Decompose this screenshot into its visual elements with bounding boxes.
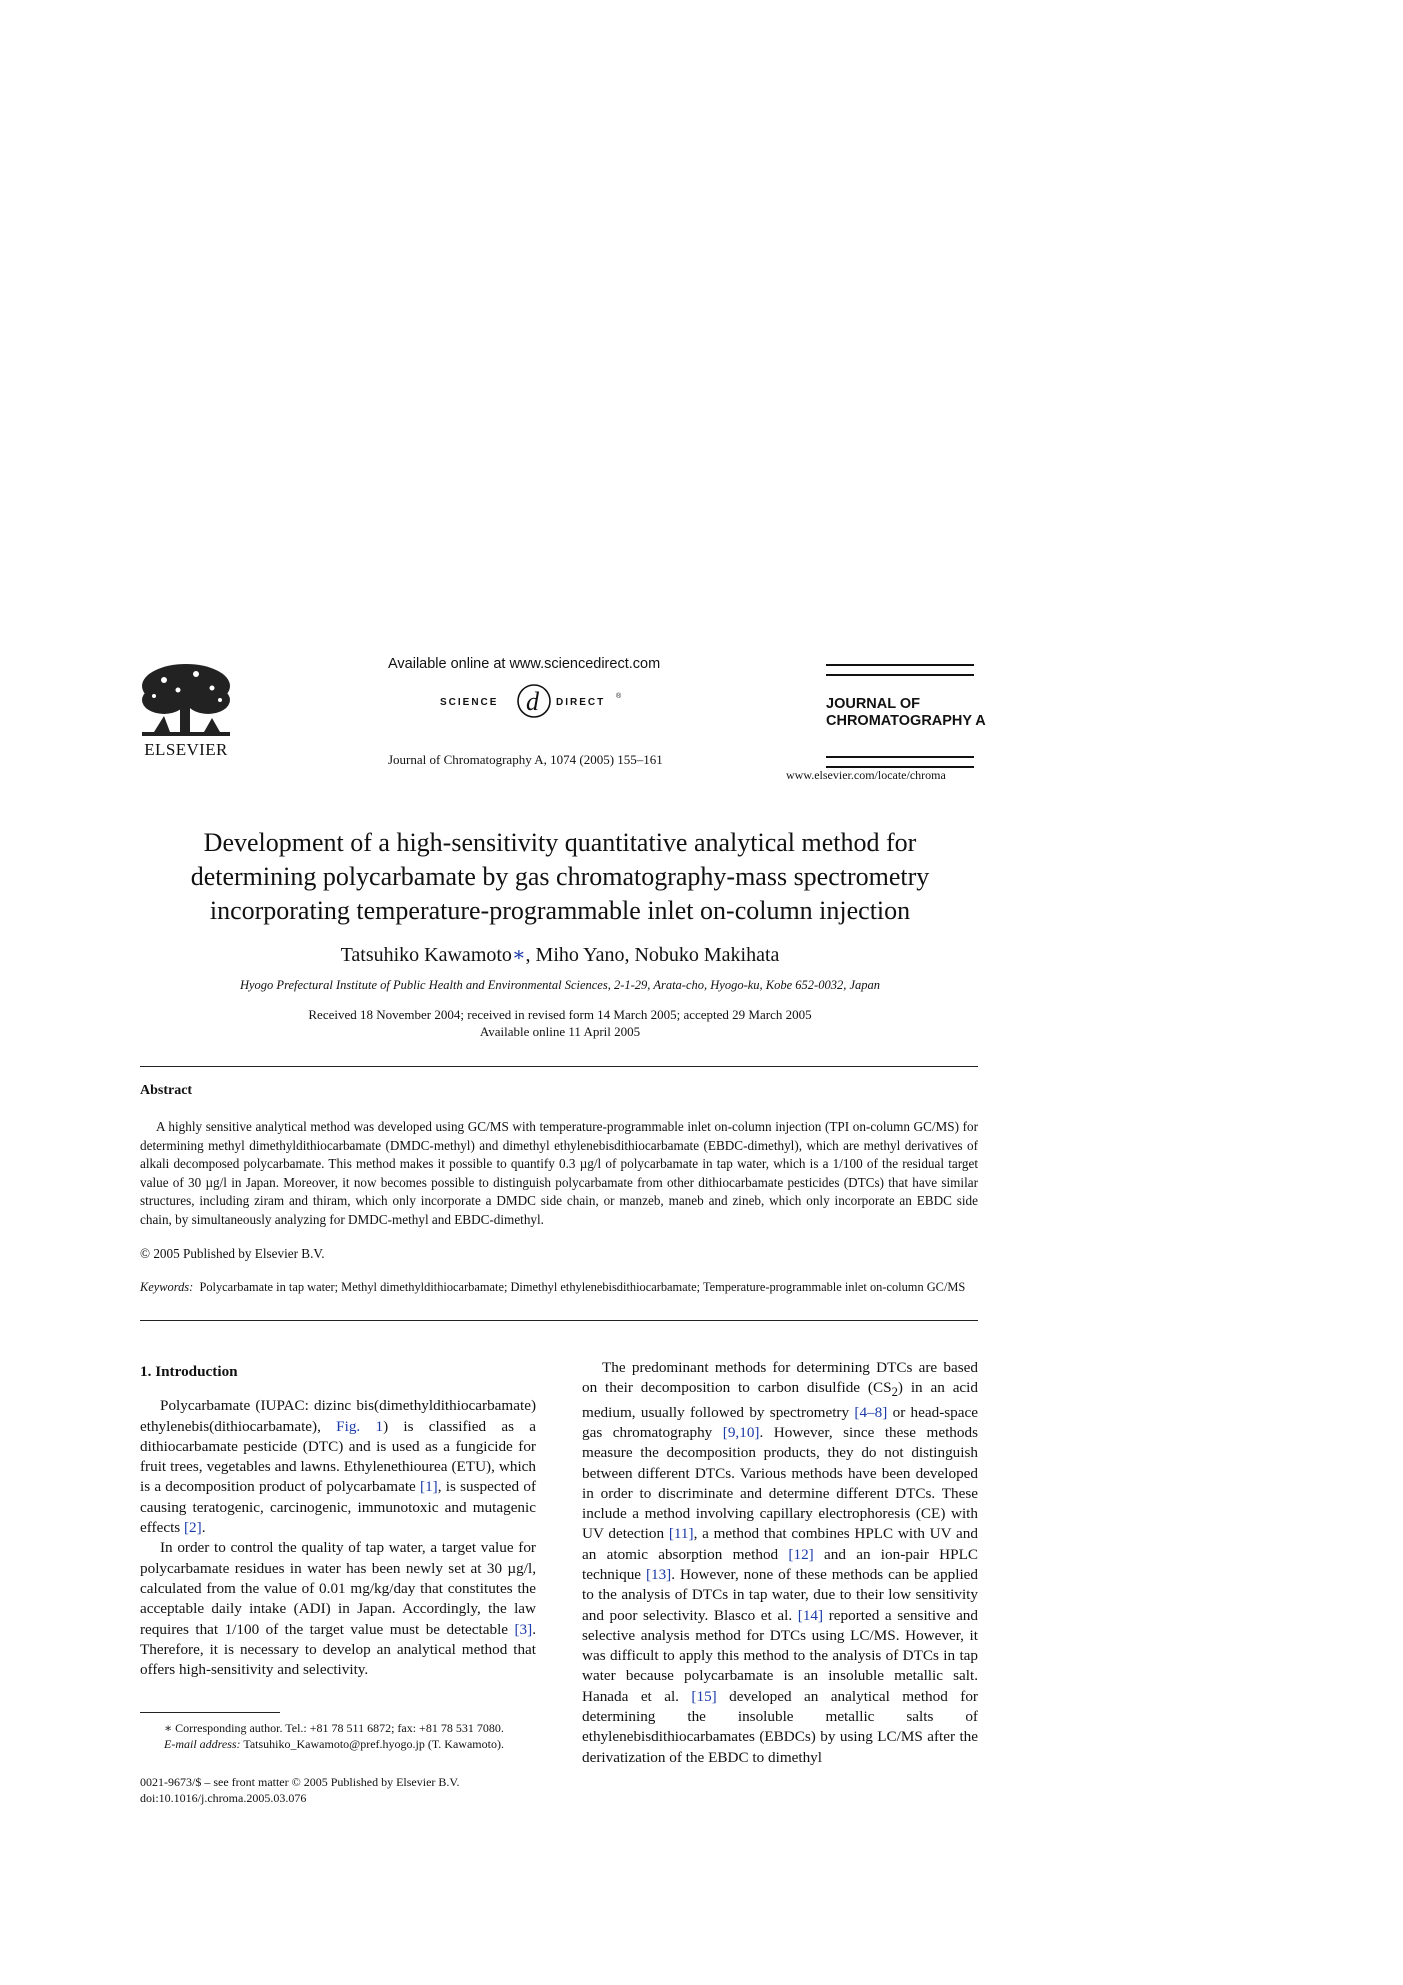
- author-list: [140, 942, 980, 967]
- text-run: reported a sensitive and selective analysis method for DTCs using LC/MS. However, it was difficult to apply this method to the analysis of DTCs in tap water because polycarbamate is an insoluble metallic salt. Hanada et al.: [582, 1606, 978, 1705]
- paragraph: [582, 1358, 978, 1768]
- sciencedirect-logo: [440, 678, 624, 722]
- reference-link[interactable]: [12]: [788, 1545, 814, 1563]
- author-names-rest: , Miho Yano, Nobuko Makihata: [525, 944, 780, 966]
- keywords-list: Polycarbamate in tap water; Methyl dimethyldithiocarbamate; Dimethyl ethylenebisdithiocarbamate; Temperature-programmable inlet on-column GC/MS: [199, 1280, 966, 1294]
- journal-name-line2: CHROMATOGRAPHY A: [826, 713, 986, 729]
- reference-link[interactable]: [11]: [668, 1525, 694, 1543]
- text-run: developed an analytical method for determining the insoluble metallic salts of ethylenebisdithiocarbamates (EBDCs) by using LC/MS after the derivatization of the EBDC to dimethyl: [582, 1687, 978, 1766]
- available-online-date: Available online 11 April 2005: [479, 1024, 641, 1039]
- keywords-label: Keywords:: [140, 1280, 194, 1294]
- abstract-text: A highly sensitive analytical method was developed using GC/MS with temperature-programmable inlet on-column injection (TPI on-column GC/MS) for determining methyl dimethyldithiocarbamate (DMDC-methyl) and dimethyl ethylenebisdithiocarbamate (EBDC-dimethyl), which are methyl derivatives of alkali decomposed polycarbamate. This method makes it possible to quantify 0.3 µg/l of polycarbamate in tap water, which is a 1/100 of the residual target value of 30 µg/l in Japan. Moreover, it now becomes possible to distinguish polycarbamate from other dithiocarbamate pesticides (DTCs) that have similar structures, including ziram and thiram, which only incorporate a DMDC side chain, or manzeb, maneb and zineb, which only incorporate an EBDC side chain, by simultaneously analyzing for DMDC-methyl and EBDC-dimethyl.: [140, 1119, 978, 1227]
- email-line: [140, 1736, 540, 1752]
- author-name: Tatsuhiko Kawamoto: [340, 944, 512, 966]
- paragraph: [140, 1538, 536, 1680]
- reference-link[interactable]: [1]: [420, 1478, 438, 1496]
- section-heading-introduction: 1. Introduction: [140, 1363, 238, 1380]
- front-matter-line: 0021-9673/$ – see front matter © 2005 Published by Elsevier B.V.: [140, 1775, 460, 1789]
- journal-rule-top: [826, 664, 974, 676]
- journal-name: [826, 696, 986, 730]
- corresponding-author-note: ∗ Corresponding author. Tel.: +81 78 511 6872; fax: +81 78 531 7080.: [164, 1721, 504, 1735]
- copyright-notice: © 2005 Published by Elsevier B.V.: [140, 1246, 325, 1261]
- paragraph: [140, 1396, 536, 1538]
- affiliation: Hyogo Prefectural Institute of Public Health and Environmental Sciences, 2-1-29, Arata-cho, Hyogo-ku, Kobe 652-0032, Japan: [239, 978, 881, 992]
- email-link[interactable]: Tatsuhiko_Kawamoto@pref.hyogo.jp (T. Kawamoto).: [243, 1737, 504, 1751]
- text-run: ) is classified as a dithiocarbamate pesticide (DTC) and is used as a fungicide for fruit trees, vegetables and lawns. Ethylenethiourea (ETU), which is a decomposition product of polycarbamate: [140, 1417, 536, 1496]
- journal-citation: Journal of Chromatography A, 1074 (2005) 155–161: [388, 752, 663, 767]
- history-dates: Received 18 November 2004; received in revised form 14 March 2005; accepted 29 March 2005: [308, 1007, 812, 1022]
- text-run: . Therefore, it is necessary to develop an analytical method that offers high-sensitivity and selectivity.: [140, 1620, 536, 1679]
- reference-link[interactable]: [13]: [645, 1566, 672, 1583]
- text-run: . However, since these methods measure the decomposition products, they do not distinguish between different DTCs. Various methods have been developed in order to discriminate and determine different DTCs. These include a method involving capillary electrophoresis (CE) with UV detection: [582, 1423, 978, 1543]
- publisher-name: ELSEVIER: [144, 740, 228, 759]
- title-line-3: incorporating temperature-programmable inlet on-column injection: [209, 896, 911, 925]
- text-run: .: [201, 1519, 206, 1537]
- abstract-heading: Abstract: [140, 1083, 193, 1098]
- svg-text:d: d: [526, 687, 539, 716]
- reference-link[interactable]: [14]: [797, 1606, 824, 1624]
- journal-url-link[interactable]: www.elsevier.com/locate/chroma: [786, 768, 946, 782]
- text-run: or head-space gas chromatography: [582, 1403, 978, 1441]
- title-line-2: determining polycarbamate by gas chromatography-mass spectrometry: [190, 862, 930, 891]
- doi-link[interactable]: doi:10.1016/j.chroma.2005.03.076: [140, 1791, 307, 1805]
- issn-info: [140, 1774, 460, 1806]
- left-column: [140, 1362, 536, 1680]
- subscript: 2: [891, 1385, 898, 1400]
- article-history: [140, 1006, 980, 1040]
- reference-link[interactable]: [15]: [691, 1687, 717, 1705]
- footnote: [140, 1720, 540, 1752]
- text-run: In order to control the quality of tap water, a target value for polycarbamate residues in water has been newly set at 30 µg/l, calculated from the value of 0.01 mg/kg/day that constitutes the acceptable daily intake (ADI) in Japan. Accordingly, the law requires that 1/100 of the target value must be detectable: [140, 1539, 536, 1638]
- text-run: and an ion-pair HPLC technique: [582, 1545, 978, 1583]
- journal-name-line1: JOURNAL OF: [826, 696, 920, 712]
- reference-link[interactable]: [4–8]: [854, 1403, 888, 1421]
- text-run: , is suspected of causing teratogenic, carcinogenic, immunotoxic and mutagenic effects: [140, 1478, 536, 1537]
- reference-link[interactable]: [9,10]: [722, 1423, 760, 1441]
- text-run: Polycarbamate (IUPAC: dizinc bis(dimethyldithiocarbamate) ethylenebis(dithiocarbamate),: [140, 1397, 536, 1435]
- text-run: The predominant methods for determining DTCs are based on their decomposition to carbon disulfide (CS: [582, 1359, 978, 1397]
- article-title: [140, 826, 980, 928]
- email-label: E-mail address:: [164, 1737, 241, 1751]
- divider-bottom: [140, 1320, 978, 1321]
- text-run: . However, none of these methods can be applied to the analysis of DTCs in tap water, due to their low sensitivity and poor selectivity. Blasco et al.: [582, 1566, 978, 1624]
- figure-link[interactable]: Fig. 1: [336, 1417, 384, 1435]
- journal-rule-bottom: [826, 756, 974, 768]
- divider-top: [140, 1066, 978, 1067]
- corresponding-author-link[interactable]: ∗: [511, 944, 526, 966]
- reference-link[interactable]: [2]: [184, 1519, 202, 1537]
- title-line-1: Development of a high-sensitivity quantitative analytical method for: [203, 828, 917, 857]
- sd-right-text: DIRECT: [556, 697, 606, 708]
- footnote-rule: [140, 1712, 280, 1713]
- sd-registered-mark: ®: [616, 693, 622, 700]
- available-online-text: Available online at www.sciencedirect.com: [388, 656, 661, 672]
- text-run: ) in an acid medium, usually followed by spectrometry: [582, 1379, 978, 1421]
- reference-link[interactable]: [3]: [514, 1620, 533, 1638]
- sd-left-text: SCIENCE: [440, 697, 499, 708]
- right-column: [582, 1358, 978, 1768]
- text-run: , a method that combines HPLC with UV and an atomic absorption method: [582, 1525, 978, 1563]
- keywords: [140, 1279, 978, 1296]
